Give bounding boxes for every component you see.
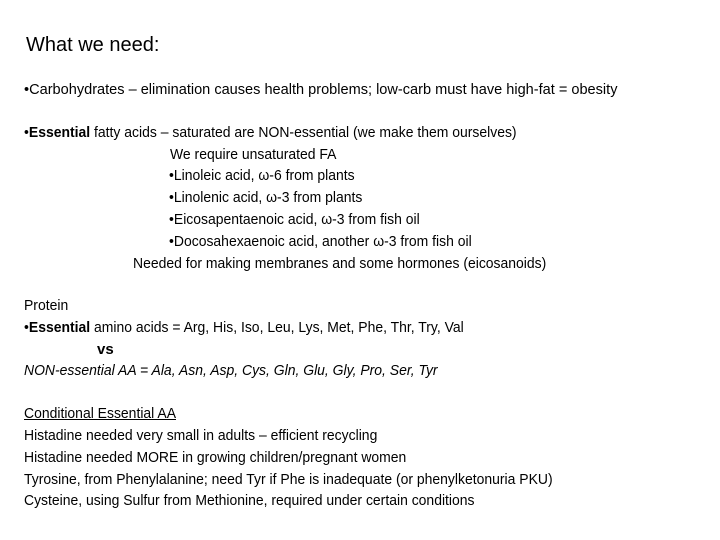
carbohydrates-line bbox=[24, 80, 617, 100]
vs-label: vs bbox=[97, 341, 114, 358]
essential-amino-acids-line bbox=[24, 318, 464, 338]
needed-line: Needed for making membranes and some hormones (eicosanoids) bbox=[133, 255, 547, 272]
fatty-acid-item: •Eicosapentaenoic acid, ω-3 from fish oil bbox=[169, 211, 420, 228]
require-line: We require unsaturated FA bbox=[170, 146, 337, 163]
carbohydrates-text: Carbohydrates – elimination causes health problems; low-carb must have high-fat = obesity bbox=[29, 81, 618, 98]
conditional-line: Cysteine, using Sulfur from Methionine, required under certain conditions bbox=[24, 492, 475, 509]
fatty-acids-line bbox=[24, 123, 517, 143]
bullet: • bbox=[24, 81, 30, 98]
conditional-heading: Conditional Essential AA bbox=[24, 405, 176, 422]
essential-label: Essential bbox=[28, 124, 91, 141]
fatty-acids-text: fatty acids – saturated are NON-essential (we make them ourselves) bbox=[90, 124, 517, 141]
conditional-line: Tyrosine, from Phenylalanine; need Tyr if Phe is inadequate (or phenylketonuria PKU) bbox=[24, 471, 553, 488]
non-essential-line: NON-essential AA = Ala, Asn, Asp, Cys, Gln, Glu, Gly, Pro, Ser, Tyr bbox=[24, 362, 438, 379]
slide-title: What we need: bbox=[26, 34, 160, 56]
fatty-acid-item: •Linolenic acid, ω-3 from plants bbox=[169, 189, 363, 206]
essential-aa-text: amino acids = Arg, His, Iso, Leu, Lys, Met, Phe, Thr, Try, Val bbox=[90, 319, 464, 336]
conditional-line: Histadine needed MORE in growing children/pregnant women bbox=[24, 449, 407, 466]
protein-heading: Protein bbox=[24, 297, 69, 314]
fatty-acid-item: •Linoleic acid, ω-6 from plants bbox=[169, 167, 355, 184]
conditional-line: Histadine needed very small in adults – efficient recycling bbox=[24, 427, 378, 444]
fatty-acid-item: •Docosahexaenoic acid, another ω-3 from fish oil bbox=[169, 233, 472, 250]
bullet: • bbox=[24, 124, 29, 141]
essential-label: Essential bbox=[28, 319, 91, 336]
bullet: • bbox=[24, 319, 29, 336]
